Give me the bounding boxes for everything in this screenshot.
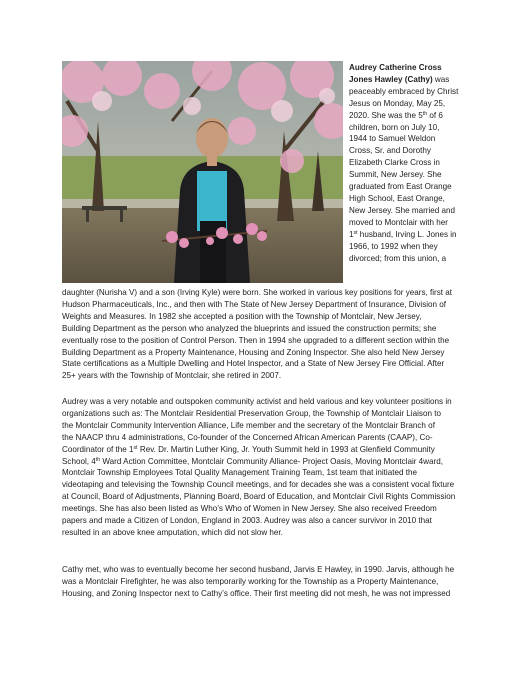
text-line: Cross, Sr. and Dorothy	[349, 146, 431, 156]
name-heading: Audrey Catherine Cross	[349, 63, 442, 72]
text-line: graduated from East Orange	[349, 182, 452, 192]
ordinal-sup: st	[133, 444, 138, 451]
text-line: was	[432, 74, 450, 84]
name-heading-cont: Jones Hawley (Cathy)	[349, 74, 433, 84]
text-line: meetings. She has also been listed as Who’s Who of Women in New Jersey. She also received Freedom	[62, 504, 437, 514]
text-line: organizations such as: The Montclair Residential Preservation Group, the Township of Montclair Liaison to	[62, 408, 441, 418]
text-line: High School, East Orange,	[349, 193, 445, 203]
text-line: eventually rose to the position of Control Person. Then in 1994 she upgraded to a different section within the	[62, 335, 450, 345]
text-line: Rev. Dr. Martin Luther King, Jr. Youth Summit held in 1993 at Glenfield Community	[137, 444, 435, 454]
text-line: 25+ years with the Township of Montclair, she retired in 2007.	[62, 371, 282, 381]
text-line: at Council, Board of Adjustments, Planning Board, Board of Education, and Montclair Civil Rights Commission	[62, 492, 456, 502]
text-line: 1944 to Samuel Weldon	[349, 134, 436, 144]
paragraph-activism	[62, 396, 472, 539]
text-line: of 6	[427, 110, 443, 120]
text-line: children, born on July 10,	[349, 122, 440, 132]
text-line: Cathy met, who was to eventually become her second husband, Jarvis E Hawley, in 1990. Jarvis, although he	[62, 565, 455, 574]
blossom-portrait-image	[62, 61, 343, 283]
text-line: Montclair Township Employees Total Quality Management Training Team, 1st team that initiated the	[62, 468, 417, 478]
ordinal-sup: th	[95, 456, 101, 463]
text-line: State certifications as a Multiple Dwelling and Hotel Inspector, and a State of New Jersey Fire Official. After	[62, 359, 445, 369]
text-line: daughter (Nurisha V) and a son (Irving Kyle) were born. She worked in various key positions for years, first at	[62, 288, 453, 297]
ordinal-sup: st	[353, 229, 358, 236]
text-line: the NAACP thru 4 administrations, Co-founder of the Concerned African American Parents (CAAP), Co-	[62, 432, 433, 442]
text-line: resulted in an above knee amputation, which did not slow her.	[62, 527, 283, 537]
text-line: Summit, New Jersey. She	[349, 170, 442, 180]
text-line: moved to Montclair with her	[349, 217, 448, 227]
text-line: Building Department as the person who analyzed the blueprints and issued the construction permits; she	[62, 323, 437, 333]
text-line: Housing, and Zoning Inspector next to Cathy’s office. Their first meeting did not mesh, he was not impressed	[62, 588, 451, 598]
text-line: New Jersey. She married and	[349, 205, 456, 215]
text-line: papers and made a Citizen of London, England in 2003. Audrey was also a cancer survivor in 2010 that	[62, 516, 432, 526]
text-line: Building Department as a Property Maintenance, Housing and Zoning Inspector. She also held New Jersey	[62, 347, 445, 357]
text-line: Ward Action Committee, Montclair Community Alliance- Project Oasis, Moving Montclair 4ward,	[100, 456, 443, 466]
text-line: 1	[349, 229, 354, 239]
text-line: peaceably embraced by Christ	[349, 86, 459, 96]
text-line: husband, Irving L. Jones in	[357, 229, 457, 239]
portrait-photo	[62, 61, 343, 283]
paragraph-marriage	[62, 564, 472, 600]
text-line: Elizabeth Clarke Cross in	[349, 158, 440, 168]
text-line: 2020. She was the 5	[349, 110, 423, 120]
text-line: School, 4	[62, 456, 96, 466]
text-line: Jesus on Monday, May 25,	[349, 98, 446, 108]
text-line: Weights and Measures. In 1982 she accepted a position with the Township of Montclair, New Jersey,	[62, 311, 422, 321]
text-line: Audrey was a very notable and outspoken community activist and held various and key volunteer positions in	[62, 397, 452, 406]
text-line: the Montclair Community Intervention Alliance, Life member and the secretary of the Montclair Branch of	[62, 420, 435, 430]
text-line: was a Montclair Firefighter, he was also temporarily working for the Township as a Property Maintenance,	[62, 576, 439, 586]
side-text-column	[349, 62, 467, 264]
text-line: divorced; from this union, a	[349, 253, 447, 263]
text-line: 1966, to 1992 when they	[349, 241, 438, 251]
ordinal-sup: th	[422, 110, 428, 117]
paragraph-career	[62, 287, 472, 382]
text-line: Hudson Pharmaceuticals, Inc., and then with The State of New Jersey Department of Insurance, Division of	[62, 299, 447, 309]
text-line: videotaping and televising the Township Council meetings, and for decades she was a consistent vocal fixture	[62, 480, 455, 490]
text-line: Coordinator of the 1	[62, 444, 134, 454]
